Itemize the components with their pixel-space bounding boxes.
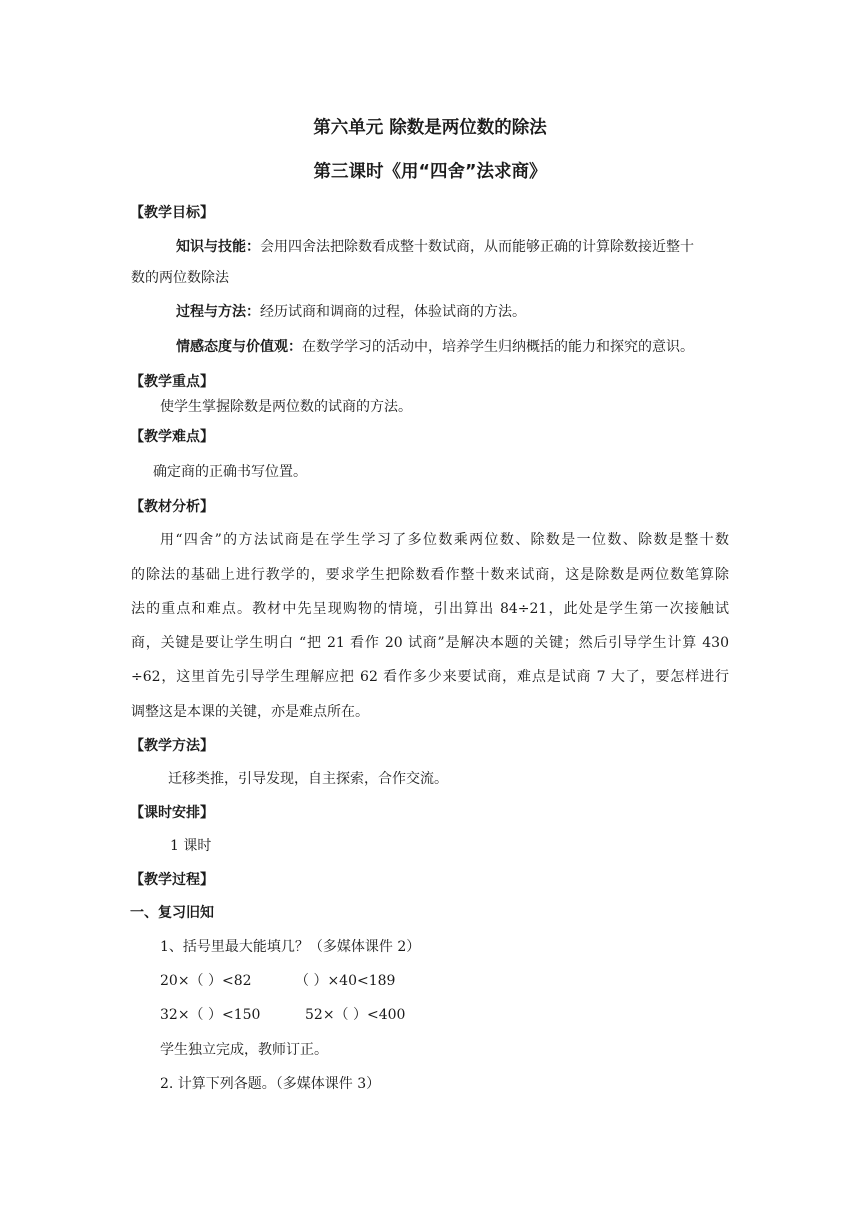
difficulty-heading: 【教学难点】 <box>130 429 214 445</box>
method-heading: 【教学方法】 <box>130 738 214 754</box>
process-heading: 【教学过程】 <box>130 872 214 888</box>
schedule-text: 1 课时 <box>170 838 212 854</box>
objective-skill <box>176 237 694 257</box>
analysis-line: 调整这是本课的关键，亦是难点所在。 <box>131 704 369 720</box>
analysis-line: ÷62，这里首先引导学生理解应把 62 看作多少来要试商，难点是试商 7 大了，要怎样进行 <box>131 669 729 685</box>
objective-skill-cont: 数的两位数除法 <box>131 270 229 286</box>
emotion-text: 在数学学习的活动中，培养学生归纳概括的能力和探究的意识。 <box>302 339 694 355</box>
skill-label: 知识与技能： <box>176 239 260 255</box>
analysis-heading: 【教材分析】 <box>130 499 214 515</box>
schedule-heading: 【课时安排】 <box>130 805 214 821</box>
difficulty-text: 确定商的正确书写位置。 <box>153 464 307 480</box>
question-1-item: （ ）×40<189 <box>295 973 396 989</box>
question-1: 1、括号里最大能填几？（多媒体课件 2） <box>160 939 421 955</box>
analysis-line: 商，关键是要让学生明白 “把 21 看作 20 试商”是解决本题的关键；然后引导学生计算 430 <box>131 635 729 651</box>
objective-emotion <box>176 337 694 357</box>
process-text: 经历试商和调商的过程，体验试商的方法。 <box>260 304 526 320</box>
objective-process <box>176 302 526 322</box>
question-1-note: 学生独立完成，教师订正。 <box>160 1042 328 1058</box>
analysis-line: 用“四舍”的方法试商是在学生学习了多位数乘两位数、除数是一位数、除数是整十数 <box>160 532 729 548</box>
question-1-item: 20×（ ）<82 <box>160 973 252 989</box>
skill-text: 会用四舍法把除数看成整十数试商，从而能够正确的计算除数接近整十 <box>260 239 694 255</box>
process-label: 过程与方法： <box>176 304 260 320</box>
emotion-label: 情感态度与价值观： <box>176 339 302 355</box>
objectives-heading: 【教学目标】 <box>130 205 214 221</box>
key-point-text: 使学生掌握除数是两位数的试商的方法。 <box>160 399 412 415</box>
analysis-line: 的除法的基础上进行教学的，要求学生把除数看作整十数来试商，这是除数是两位数笔算除 <box>131 567 729 583</box>
section-review: 一、复习旧知 <box>130 905 214 921</box>
method-text: 迁移类推，引导发现，自主探索，合作交流。 <box>168 771 448 787</box>
analysis-line: 法的重点和难点。教材中先呈现购物的情境，引出算出 84÷21，此处是学生第一次接触试 <box>131 601 729 617</box>
question-1-item: 32×（ ）<150 <box>160 1007 261 1023</box>
question-2: 2. 计算下列各题。（多媒体课件 3） <box>160 1076 381 1092</box>
lesson-title: 第三课时《用“四舍”法求商》 <box>313 162 547 182</box>
question-1-item: 52×（ ）<400 <box>305 1007 406 1023</box>
unit-title: 第六单元 除数是两位数的除法 <box>313 118 547 138</box>
key-point-heading: 【教学重点】 <box>130 374 214 390</box>
